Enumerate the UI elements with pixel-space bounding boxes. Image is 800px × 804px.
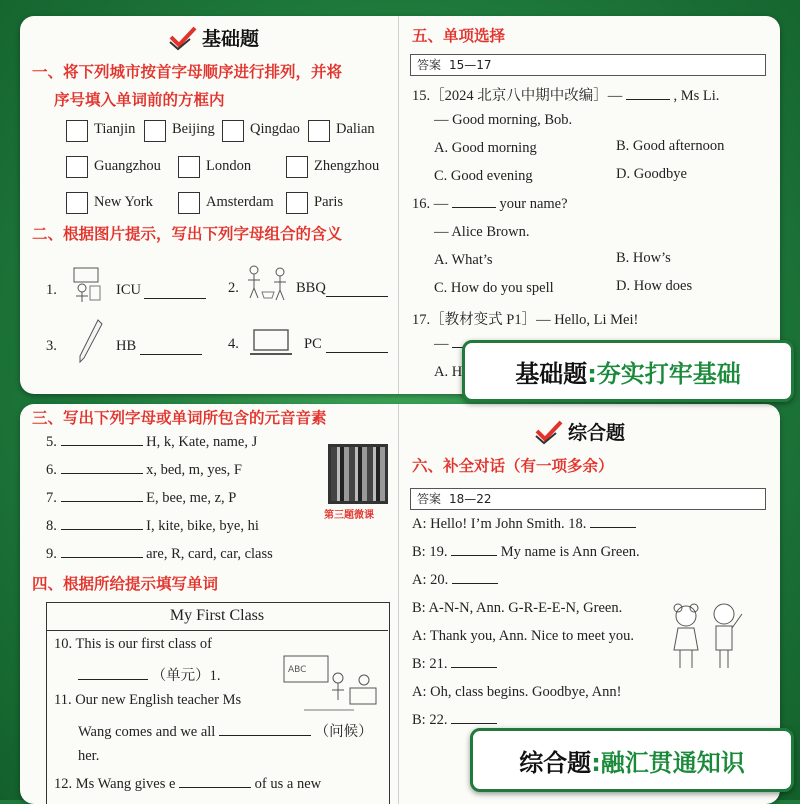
answer-bar (410, 54, 766, 76)
basic-heading (168, 24, 259, 51)
answer-box[interactable] (308, 120, 330, 142)
item-text: H, k, Kate, name, J (146, 434, 258, 450)
answer-blank[interactable] (144, 298, 206, 299)
banner-key: 基础题 (515, 359, 588, 388)
dialog-line: A: Thank you, Ann. Nice to meet you. (412, 628, 635, 644)
comprehensive-heading (534, 418, 625, 445)
section-4-title: 四、根据所给提示填写单词 (32, 575, 219, 593)
answer-box[interactable] (66, 120, 88, 142)
dialog-text: A: 20. (412, 572, 449, 588)
dialog-text: B: 21. (412, 656, 448, 672)
banner-value: :融汇贯通知识 (591, 748, 745, 777)
answer-box[interactable] (178, 192, 200, 214)
q12-text: 12. Ms Wang gives e (54, 776, 176, 792)
answer-blank[interactable] (452, 583, 498, 584)
section-1-title-line2: 序号填入单词前的方框内 (54, 91, 225, 109)
q10-hint: （单元）1. (151, 668, 221, 684)
comprehensive-banner (470, 728, 794, 792)
section-1-title-line1: 一、将下列城市按首字母顺序进行排列，并将 (32, 63, 343, 81)
answer-blank[interactable] (451, 723, 497, 724)
two-children-icon (666, 600, 746, 672)
option-b[interactable]: B. How’s (616, 250, 671, 266)
abbr-number: 4. (228, 336, 239, 352)
abbr-number: 3. (46, 338, 57, 354)
item-number: 9. (46, 546, 57, 562)
answer-blank[interactable] (61, 557, 143, 558)
item-number: 6. (46, 462, 57, 478)
q11-line1: 11. Our new English teacher Ms (54, 692, 242, 708)
answer-blank[interactable] (326, 296, 388, 297)
section-3-title: 三、写出下列字母或单词所包含的元音音素 (32, 409, 327, 427)
question-reply: — Alice Brown. (434, 224, 530, 240)
question-stem: 15.［2024 北京八中期中改编］— (412, 88, 623, 104)
answer-blank[interactable] (326, 352, 388, 353)
item-number: 8. (46, 518, 57, 534)
dialog-text: A: Hello! I’m John Smith. 18. (412, 516, 587, 532)
city-label: Paris (314, 194, 343, 210)
answer-box[interactable] (222, 120, 244, 142)
q11-line3: her. (78, 748, 100, 764)
hospital-icon (68, 264, 104, 304)
city-label: Zhengzhou (314, 158, 380, 174)
answer-blank[interactable] (61, 473, 143, 474)
abbr-text: BBQ (296, 280, 326, 296)
city-label: Qingdao (250, 121, 300, 137)
dialog-line (412, 712, 497, 729)
abbr-text: PC (304, 336, 322, 352)
pencil-icon (76, 318, 104, 364)
answer-blank[interactable] (179, 787, 251, 788)
dialog-line (412, 516, 636, 533)
dialog-text: B: 22. (412, 712, 448, 728)
answer-box[interactable] (144, 120, 166, 142)
column-divider (398, 404, 399, 804)
item-text: are, R, card, car, class (146, 546, 273, 562)
heading-title: 综合题 (568, 422, 626, 444)
option-a[interactable]: A. Good morning (434, 140, 537, 156)
phoneme-item (46, 462, 242, 479)
q10-line1: 10. This is our first class of (54, 636, 213, 652)
question-reply: — Good morning, Bob. (434, 112, 573, 128)
phoneme-item (46, 546, 273, 563)
laptop-icon (248, 328, 296, 358)
option-a-partial[interactable]: A. H (434, 364, 463, 380)
question-dash: — (434, 336, 449, 352)
option-c[interactable]: C. Good evening (434, 168, 533, 184)
q12-text-b: of us a new (254, 776, 322, 792)
box-title: My First Class (46, 602, 388, 631)
answer-label: 答案 (417, 492, 442, 506)
item-number: 5. (46, 434, 57, 450)
dialog-line (412, 544, 640, 561)
option-d[interactable]: D. How does (616, 278, 693, 294)
answer-blank[interactable] (451, 667, 497, 668)
q11-text: Wang comes and we all (78, 724, 216, 740)
qr-caption: 第三题微课 (324, 510, 374, 521)
question-stem: 16. — (412, 196, 449, 212)
answer-blank[interactable] (219, 735, 311, 736)
checkmark-icon (534, 419, 564, 445)
banner-key: 综合题 (519, 748, 592, 777)
q11-line2 (78, 720, 373, 741)
dialog-line (412, 656, 497, 673)
q12-line1 (54, 776, 321, 793)
option-d[interactable]: D. Goodbye (616, 166, 687, 182)
heading-title: 基础题 (202, 28, 260, 50)
dialog-line: B: A-N-N, Ann. G-R-E-E-N, Green. (412, 600, 623, 616)
city-label: Dalian (336, 121, 375, 137)
answer-range: 15—17 (449, 58, 492, 72)
section-2-title: 二、根据图片提示，写出下列字母组合的含义 (32, 225, 343, 243)
answer-box[interactable] (178, 156, 200, 178)
svg-text:ABC: ABC (288, 665, 307, 675)
dialog-line (412, 572, 498, 589)
item-text: x, bed, m, yes, F (146, 462, 242, 478)
banner-value: :夯实打牢基础 (587, 359, 741, 388)
option-a[interactable]: A. What’s (434, 252, 493, 268)
item-number: 7. (46, 490, 57, 506)
top-worksheet-page (20, 16, 780, 394)
phoneme-item (46, 518, 259, 535)
question-tail: your name? (499, 196, 568, 212)
question-16 (412, 196, 568, 213)
checkmark-icon (168, 25, 198, 51)
answer-blank[interactable] (61, 445, 143, 446)
dialog-tail: My name is Ann Green. (500, 544, 640, 560)
answer-label: 答案 (417, 58, 442, 72)
barbecue-people-icon (246, 262, 292, 302)
dialog-text: B: 19. (412, 544, 448, 560)
section-6-title: 六、补全对话（有一项多余） (412, 457, 614, 475)
q11-hint: （问候） (314, 724, 373, 740)
column-divider (398, 16, 399, 394)
classroom-illustration-icon (274, 650, 384, 720)
phoneme-item (46, 490, 236, 507)
city-label: Amsterdam (206, 194, 274, 210)
abbr-text: ICU (116, 282, 141, 298)
answer-range: 18—22 (449, 492, 492, 506)
city-label: Tianjin (94, 121, 136, 137)
city-label: London (206, 158, 252, 174)
answer-blank[interactable] (78, 679, 148, 680)
answer-blank[interactable] (451, 555, 497, 556)
abbr-number: 1. (46, 282, 57, 298)
question-15 (412, 84, 719, 105)
q10-line2 (78, 664, 221, 685)
question-tail: , Ms Li. (673, 88, 720, 104)
answer-blank[interactable] (140, 354, 202, 355)
abbr-number: 2. (228, 280, 239, 296)
answer-blank[interactable] (590, 527, 636, 528)
option-c[interactable]: C. How do you spell (434, 280, 554, 296)
city-label: Beijing (172, 121, 215, 137)
section-5-title: 五、单项选择 (412, 27, 506, 45)
qr-code[interactable] (328, 444, 388, 504)
phoneme-item (46, 434, 257, 451)
answer-blank[interactable] (452, 207, 496, 208)
answer-box[interactable] (66, 156, 88, 178)
item-text: E, bee, me, z, P (146, 490, 237, 506)
city-label: Guangzhou (94, 158, 161, 174)
answer-blank[interactable] (61, 501, 143, 502)
answer-box[interactable] (286, 192, 308, 214)
option-b[interactable]: B. Good afternoon (616, 138, 725, 154)
basic-banner (462, 340, 794, 402)
answer-blank[interactable] (61, 529, 143, 530)
answer-bar (410, 488, 766, 510)
answer-box[interactable] (286, 156, 308, 178)
question-17-stem: 17.［教材变式 P1］— Hello, Li Mei! (412, 312, 639, 328)
abbr-text: HB (116, 338, 137, 354)
dialog-line: A: Oh, class begins. Goodbye, Ann! (412, 684, 622, 700)
answer-box[interactable] (66, 192, 88, 214)
item-text: I, kite, bike, bye, hi (146, 518, 259, 534)
answer-blank[interactable] (626, 99, 670, 100)
city-label: New York (94, 194, 153, 210)
